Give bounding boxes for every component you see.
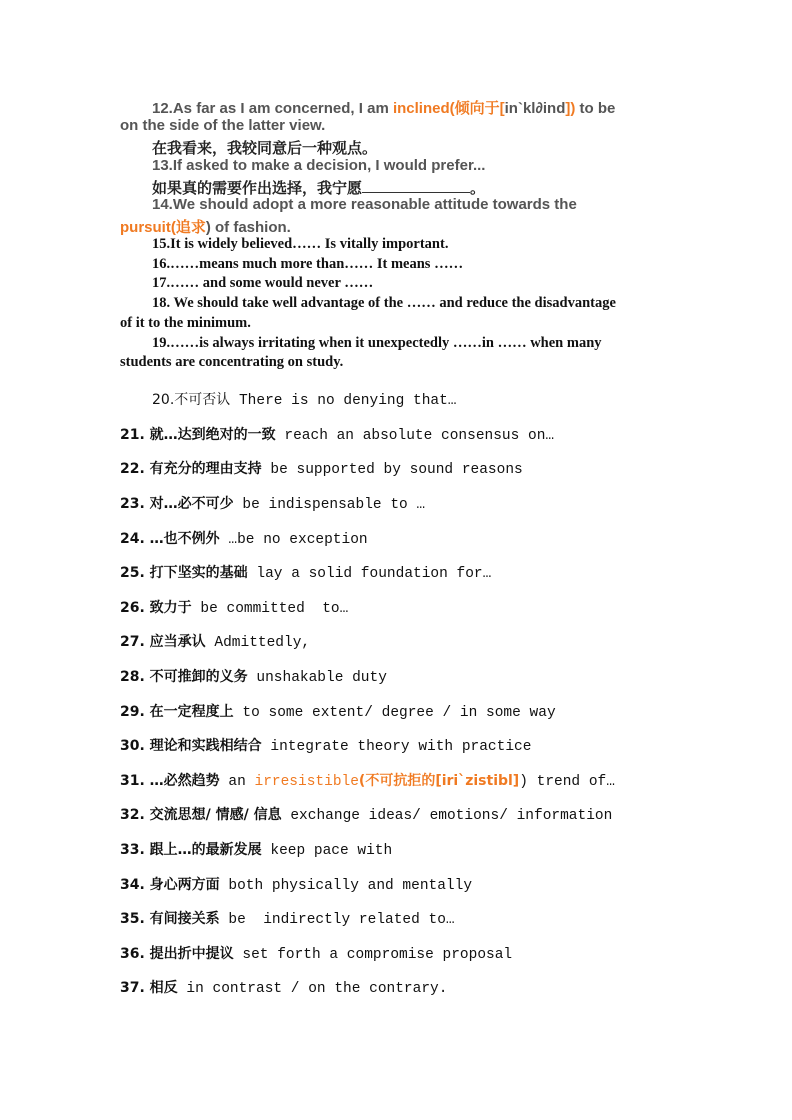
item-17: 17.…… and some would never …… [152,275,374,291]
item-13-cn-end: 。 [470,180,486,197]
item-24-cn: 24. …也不例外 [120,531,220,547]
item-27-cn: 27. 应当承认 [120,634,206,650]
item-29-cn: 29. 在一定程度上 [120,704,234,720]
item-35-en: be indirectly related to… [219,912,455,928]
item-18-line2: of it to the minimum. [120,315,251,331]
item-31-gloss: (不可抗拒的[iri`zistibl] [358,773,520,789]
item-34 [120,874,472,894]
item-22-en: be supported by sound reasons [261,462,523,478]
fill-in-blank [362,180,470,193]
item-21-cn: 21. 就…达到绝对的一致 [120,427,276,443]
item-12-gloss-close: ]) [565,100,576,117]
item-32 [120,804,612,824]
item-29-en: to some extent/ degree / in some way [233,705,556,721]
item-31-post: ) trend of… [519,774,615,790]
item-27 [120,631,310,651]
item-12-line2: on the side of the latter view. [120,117,326,134]
item-26-en: be committed to… [191,601,349,617]
item-22 [120,458,523,478]
item-31 [120,770,615,790]
item-19-line2: students are concentrating on study. [120,354,344,370]
item-36-en: set forth a compromise proposal [233,947,513,963]
item-21 [120,424,554,444]
item-25-en: lay a solid foundation for… [247,566,492,582]
item-20 [152,389,457,409]
item-14-line2 [120,216,291,237]
item-28-en: unshakable duty [247,670,387,686]
item-12-line1 [152,97,615,118]
item-14-keyword: pursuit [120,219,171,236]
item-31-keyword: irresistible [254,774,359,790]
item-12-text: 12.As far as I am concerned, I am [152,100,393,117]
item-20-cn: 20.不可否认 [152,392,231,408]
item-12-text-end: to be [575,100,616,117]
item-13-cn: 如果真的需要作出选择，我宁愿 [152,180,363,197]
item-12-gloss: (倾向于[ [449,100,505,117]
item-14-text-end: ) of fashion. [205,219,291,236]
item-14-line1: 14.We should adopt a more reasonable attitude towards the [152,196,577,213]
item-20-en: There is no denying that… [230,393,457,409]
item-28 [120,666,387,686]
item-33-cn: 33. 跟上…的最新发展 [120,842,262,858]
item-32-cn: 32. 交流思想/ 情感/ 信息 [120,807,282,823]
item-14-gloss: (追求 [170,219,206,236]
item-36 [120,943,512,963]
item-35 [120,908,455,928]
item-31-cn: 31. …必然趋势 [120,773,220,789]
item-12-phonetic: in`kl∂ind [504,100,566,117]
item-30-en: integrate theory with practice [261,739,532,755]
item-24-en: …be no exception [219,532,368,548]
item-16: 16.……means much more than…… It means …… [152,256,464,272]
item-33 [120,839,392,859]
item-13-translation [152,177,485,198]
item-18-line1: 18. We should take well advantage of the …… and reduce the disadvantage [152,295,616,311]
item-12-keyword: inclined [392,100,450,117]
item-23 [120,493,425,513]
item-22-cn: 22. 有充分的理由支持 [120,461,262,477]
item-37-cn: 37. 相反 [120,980,178,996]
item-29 [120,701,556,721]
item-37-en: in contrast / on the contrary. [177,981,448,997]
item-34-en: both physically and mentally [219,878,473,894]
item-37 [120,977,447,997]
item-26-cn: 26. 致力于 [120,600,192,616]
item-35-cn: 35. 有间接关系 [120,911,220,927]
item-23-cn: 23. 对…必不可少 [120,496,234,512]
item-33-en: keep pace with [261,843,393,859]
item-31-pre: an [219,774,255,790]
item-13-line1: 13.If asked to make a decision, I would prefer... [152,157,486,174]
item-15: 15.It is widely believed…… Is vitally important. [152,236,449,252]
item-34-cn: 34. 身心两方面 [120,877,220,893]
item-32-en: exchange ideas/ emotions/ information [281,808,613,824]
item-30 [120,735,531,755]
item-30-cn: 30. 理论和实践相结合 [120,738,262,754]
item-28-cn: 28. 不可推卸的义务 [120,669,248,685]
item-26 [120,597,348,617]
item-24 [120,528,368,548]
item-36-cn: 36. 提出折中提议 [120,946,234,962]
item-27-en: Admittedly, [205,635,311,651]
item-19-line1: 19.……is always irritating when it unexpectedly ……in …… when many [152,335,602,351]
item-25-cn: 25. 打下坚实的基础 [120,565,248,581]
item-12-cn: 在我看来，我较同意后一种观点。 [152,140,378,157]
item-23-en: be indispensable to … [233,497,426,513]
item-21-en: reach an absolute consensus on… [275,428,555,444]
item-12-translation [152,137,377,158]
item-25 [120,562,491,582]
